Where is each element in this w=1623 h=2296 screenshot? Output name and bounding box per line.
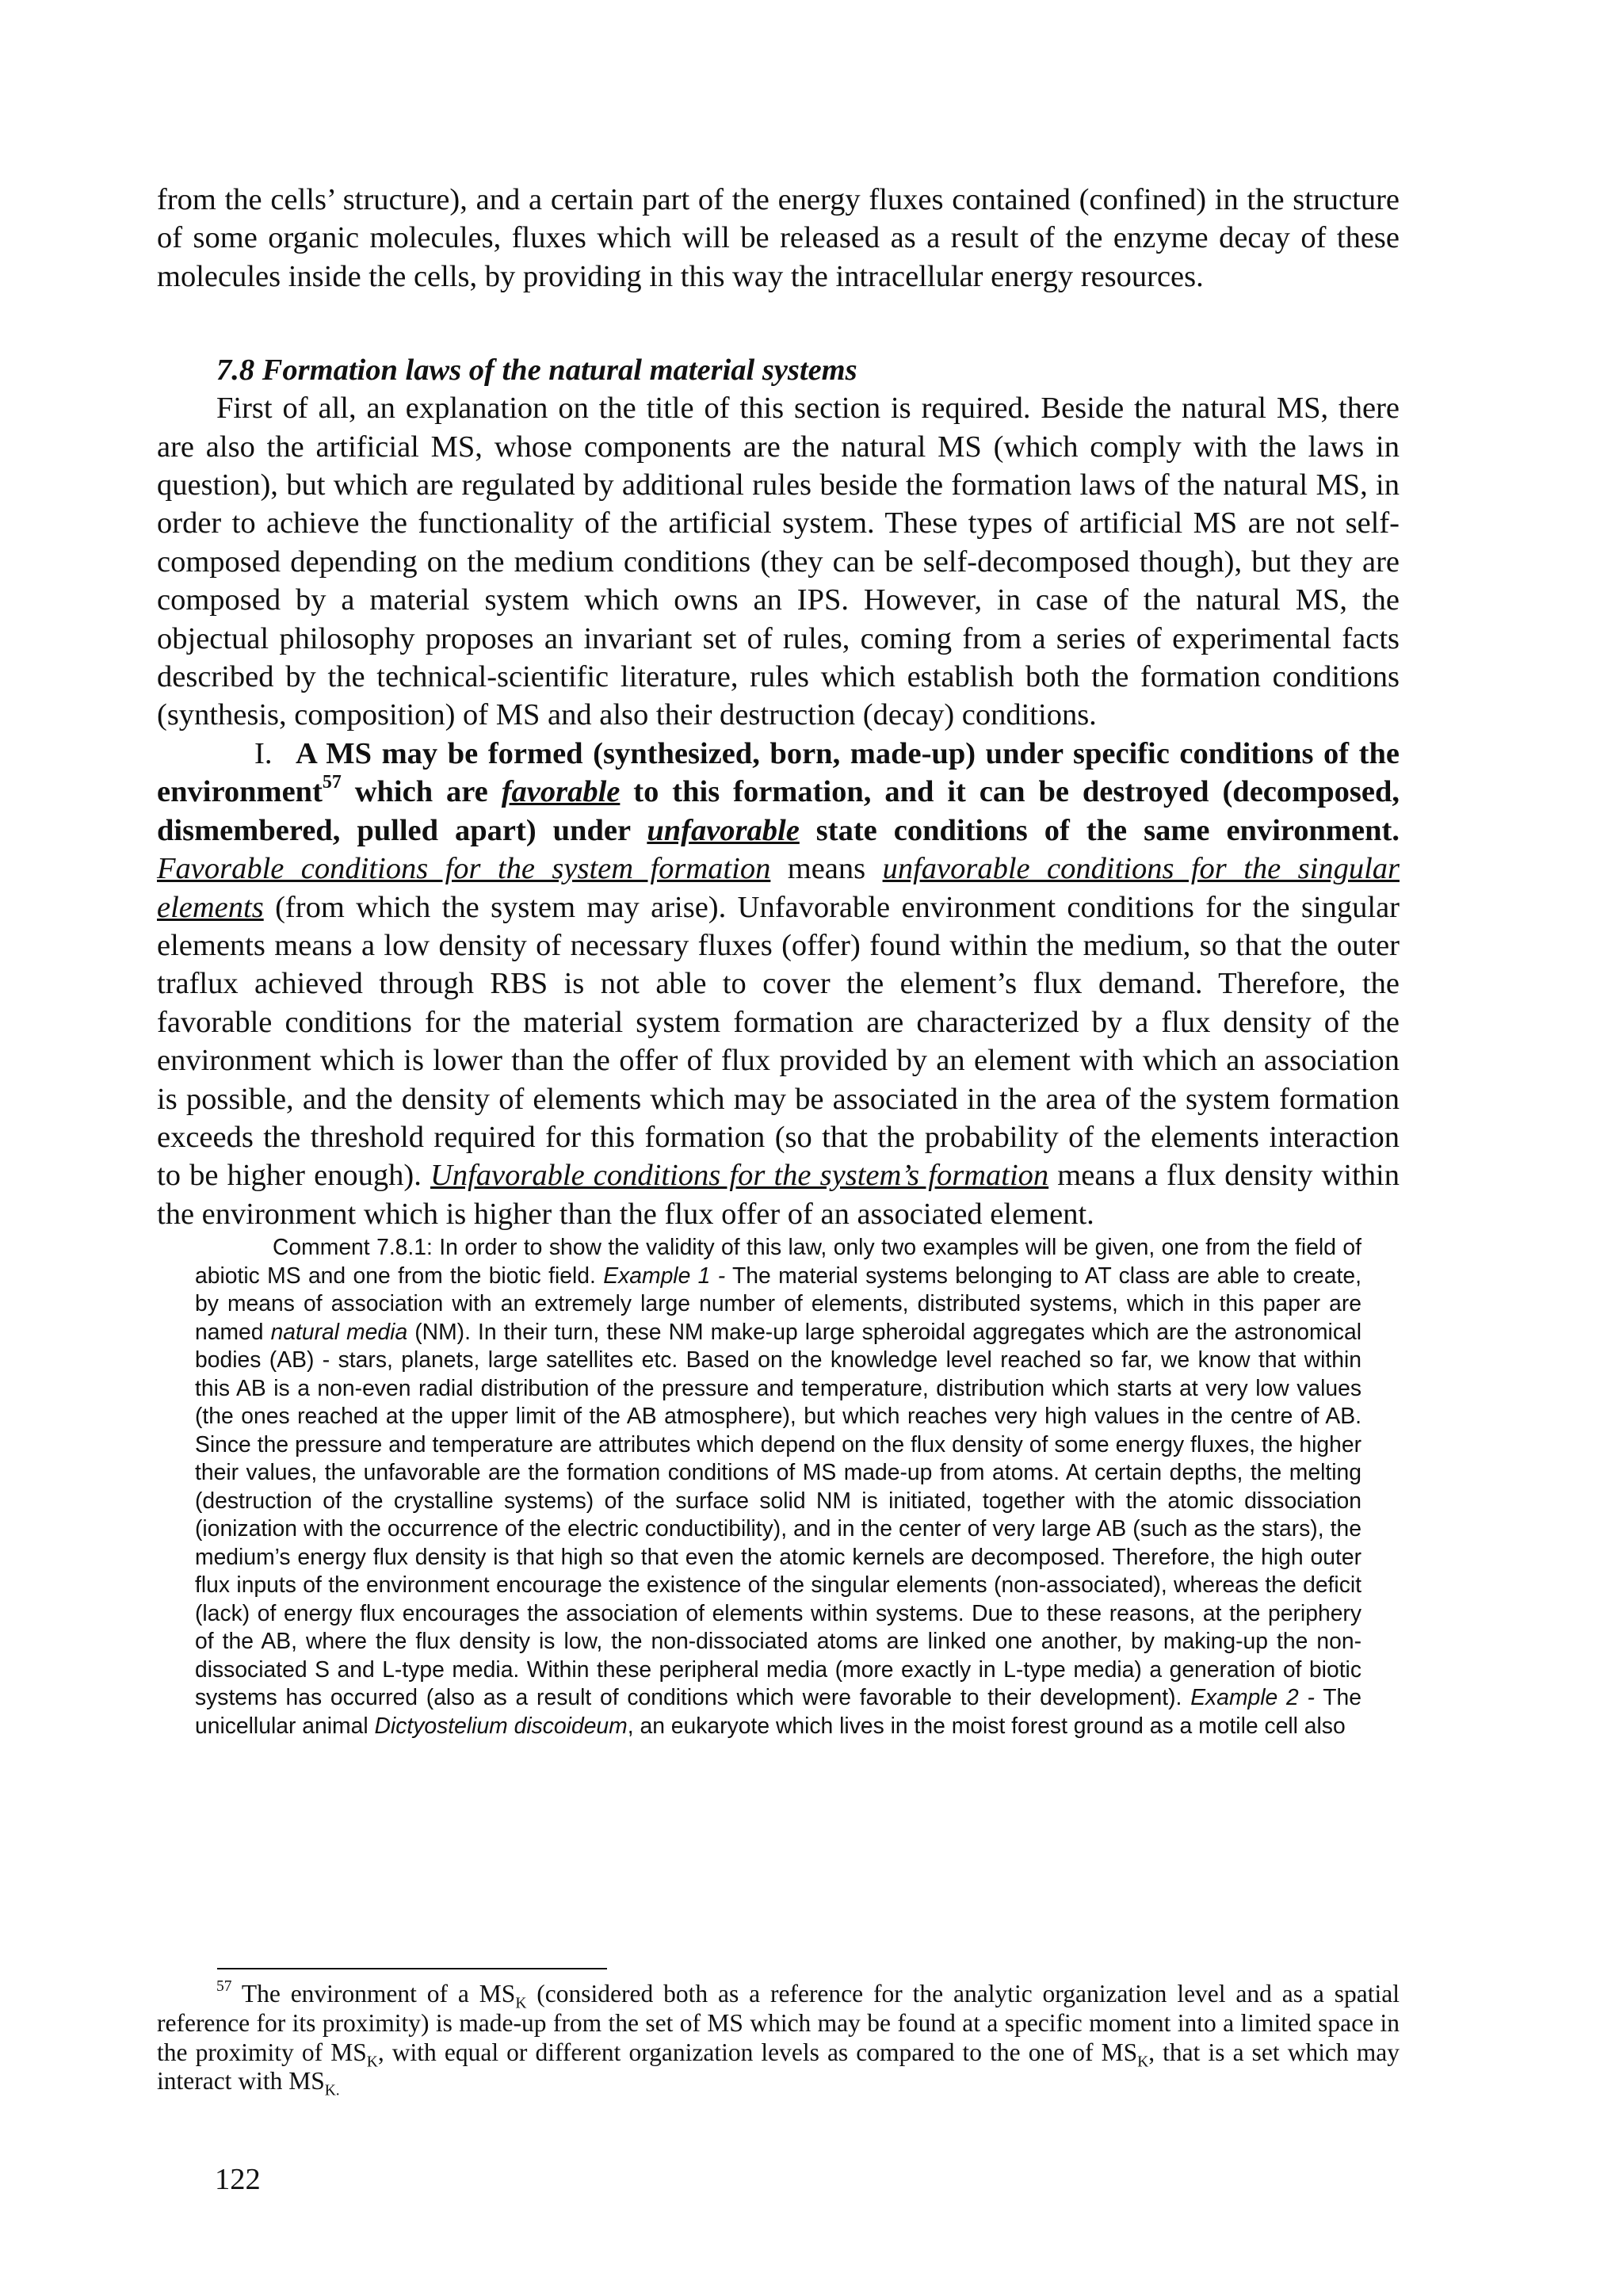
footnote-subscript: K [366,2053,378,2070]
footnote-text: The environment of a MS [231,1980,516,2008]
page-number: 122 [215,2163,261,2196]
law-text: means a flux density within the environment which is higher than the flux offer of an associated element. [157,1159,1400,1231]
footnote-subscript: K [1137,2053,1149,2070]
law-paragraph [157,735,1400,1233]
law-bold-text: A MS may be formed (synthesized, born, made-up) under specific conditions of the environment [157,736,1400,809]
underlined-definition: Favorable conditions for the system formation [157,852,771,886]
favorable-term: favorable [501,775,621,809]
law-bold-text: to this formation, and it can be destroyed (decomposed, dismembered, pulled apart) under [157,775,1400,847]
footnote [157,1977,1400,2099]
footnote-number: 57 [216,1977,232,1995]
comment-text: The unicellular animal [195,1684,1361,1738]
underlined-definition: Unfavorable conditions for the system’s formation [430,1159,1049,1193]
italic-term: natural media [270,1318,408,1344]
footnote-text: (considered both as a reference for the analytic organization level and as a spatial reference for its proximity) is made-up from the set of MS which may be found at a specific moment into a limited space in the proximity of MS [157,1980,1400,2066]
section-title: 7.8 Formation laws of the natural material systems [216,353,857,388]
law-bold-text: which are [341,775,502,809]
intro-paragraph: from the cells’ structure), and a certain part of the energy fluxes contained (confined) in the structure of some organic molecules, fluxes which will be released as a result of the enzyme decay of these molecules inside the cells, by providing in this way the intracellular energy resources. [157,183,1400,293]
comment-text: , an eukaryote which lives in the moist forest ground as a motile cell also [627,1712,1346,1738]
law-number: I. [254,736,273,770]
underlined-definition: unfavorable conditions for the singular elements [157,852,1400,924]
section-paragraph: First of all, an explanation on the title of this section is required. Beside the natural MS, there are also the artificial MS, whose components are the natural MS (which comply with the laws in question), but which are regulated by additional rules beside the formation laws of the natural MS, in order to achieve the functionality of the artificial system. These types of artificial MS are not self-composed depending on the medium conditions (they can be self-decomposed though), but they are composed by a material system which owns an IPS. However, in case of the natural MS, the objectual philosophy proposes an invariant set of rules, coming from a series of experimental facts described by the technical-scientific literature, rules which establish both the formation conditions (synthesis, composition) of MS and also their destruction (decay) conditions. [157,392,1400,732]
comment-block [195,1233,1361,1740]
footnote-subscript: K. [324,2082,340,2099]
footnote-divider [217,1968,607,1969]
unfavorable-term: unfavorable [647,813,800,847]
comment-text: (NM). In their turn, these NM make-up large spheroidal aggregates which are the astronomical bodies (AB) - stars, planets, large satellites etc. Based on the knowledge level reached so far, we know that within this AB is a non-even radial distribution of the pressure and temperature, distribution which starts at very low values (the ones reached at the upper limit of the AB atmosphere), but which reaches very high values in the centre of AB. Since the pressure and temperature are attributes which depend on the flux density of some energy fluxes, the higher their values, the unfavorable are the formation conditions of MS made-up from atoms. At certain depths, the melting (destruction of the crystalline systems) of the surface solid NM is initiated, together with the atomic dissociation (ionization with the occurrence of the electric conductibility), and in the center of very large AB (such as the stars), the medium’s energy flux density is that high so that even the atomic kernels are decomposed. Therefore, the high outer flux inputs of the environment encourage the existence of the singular elements (non-associated), whereas the deficit (lack) of energy flux encourages the association of elements within systems. Due to these reasons, at the periphery of the AB, where the flux density is low, the non-dissociated atoms are linked one another, by making-up the non-dissociated S and L-type media. Within these peripheral media (more exactly in L-type media) a generation of biotic systems has occurred (also as a result of conditions which were favorable to their development). [195,1318,1361,1710]
page-body [157,181,1400,1740]
footnote-subscript: K [515,1995,527,2012]
footnote-ref: 57 [322,771,342,793]
law-text: means [770,852,883,886]
law-bold-text: state conditions of the same environment. [799,813,1400,847]
example-label: Example 2 - [1190,1684,1315,1710]
footnote-text: , that is a set which may interact with MS [157,2038,1400,2095]
comment-text: Comment 7.8.1: In order to show the validity of this law, only two examples will be given, one from the field of abiotic MS and one from the biotic field. [195,1234,1361,1288]
footnote-text: , with equal or different organization levels as compared to the one of MS [377,2038,1138,2066]
species-name: Dictyostelium discoideum [374,1712,628,1738]
example-label: Example 1 - [603,1262,726,1288]
law-text: (from which the system may arise). Unfavorable environment conditions for the singular elements means a low density of necessary fluxes (offer) found within the medium, so that the outer traflux achieved through RBS is not able to cover the element’s flux demand. Therefore, the favorable conditions for the material system formation are characterized by a flux density of the environment which is lower than the offer of flux provided by an element with which an association is possible, and the density of elements which may be associated in the area of the system formation exceeds the threshold required for this formation (so that the probability of the elements interaction to be higher enough). [157,890,1400,1193]
comment-text: The material systems belonging to AT class are able to create, by means of association with an extremely large number of elements, distributed systems, which in this paper are named [195,1262,1361,1344]
